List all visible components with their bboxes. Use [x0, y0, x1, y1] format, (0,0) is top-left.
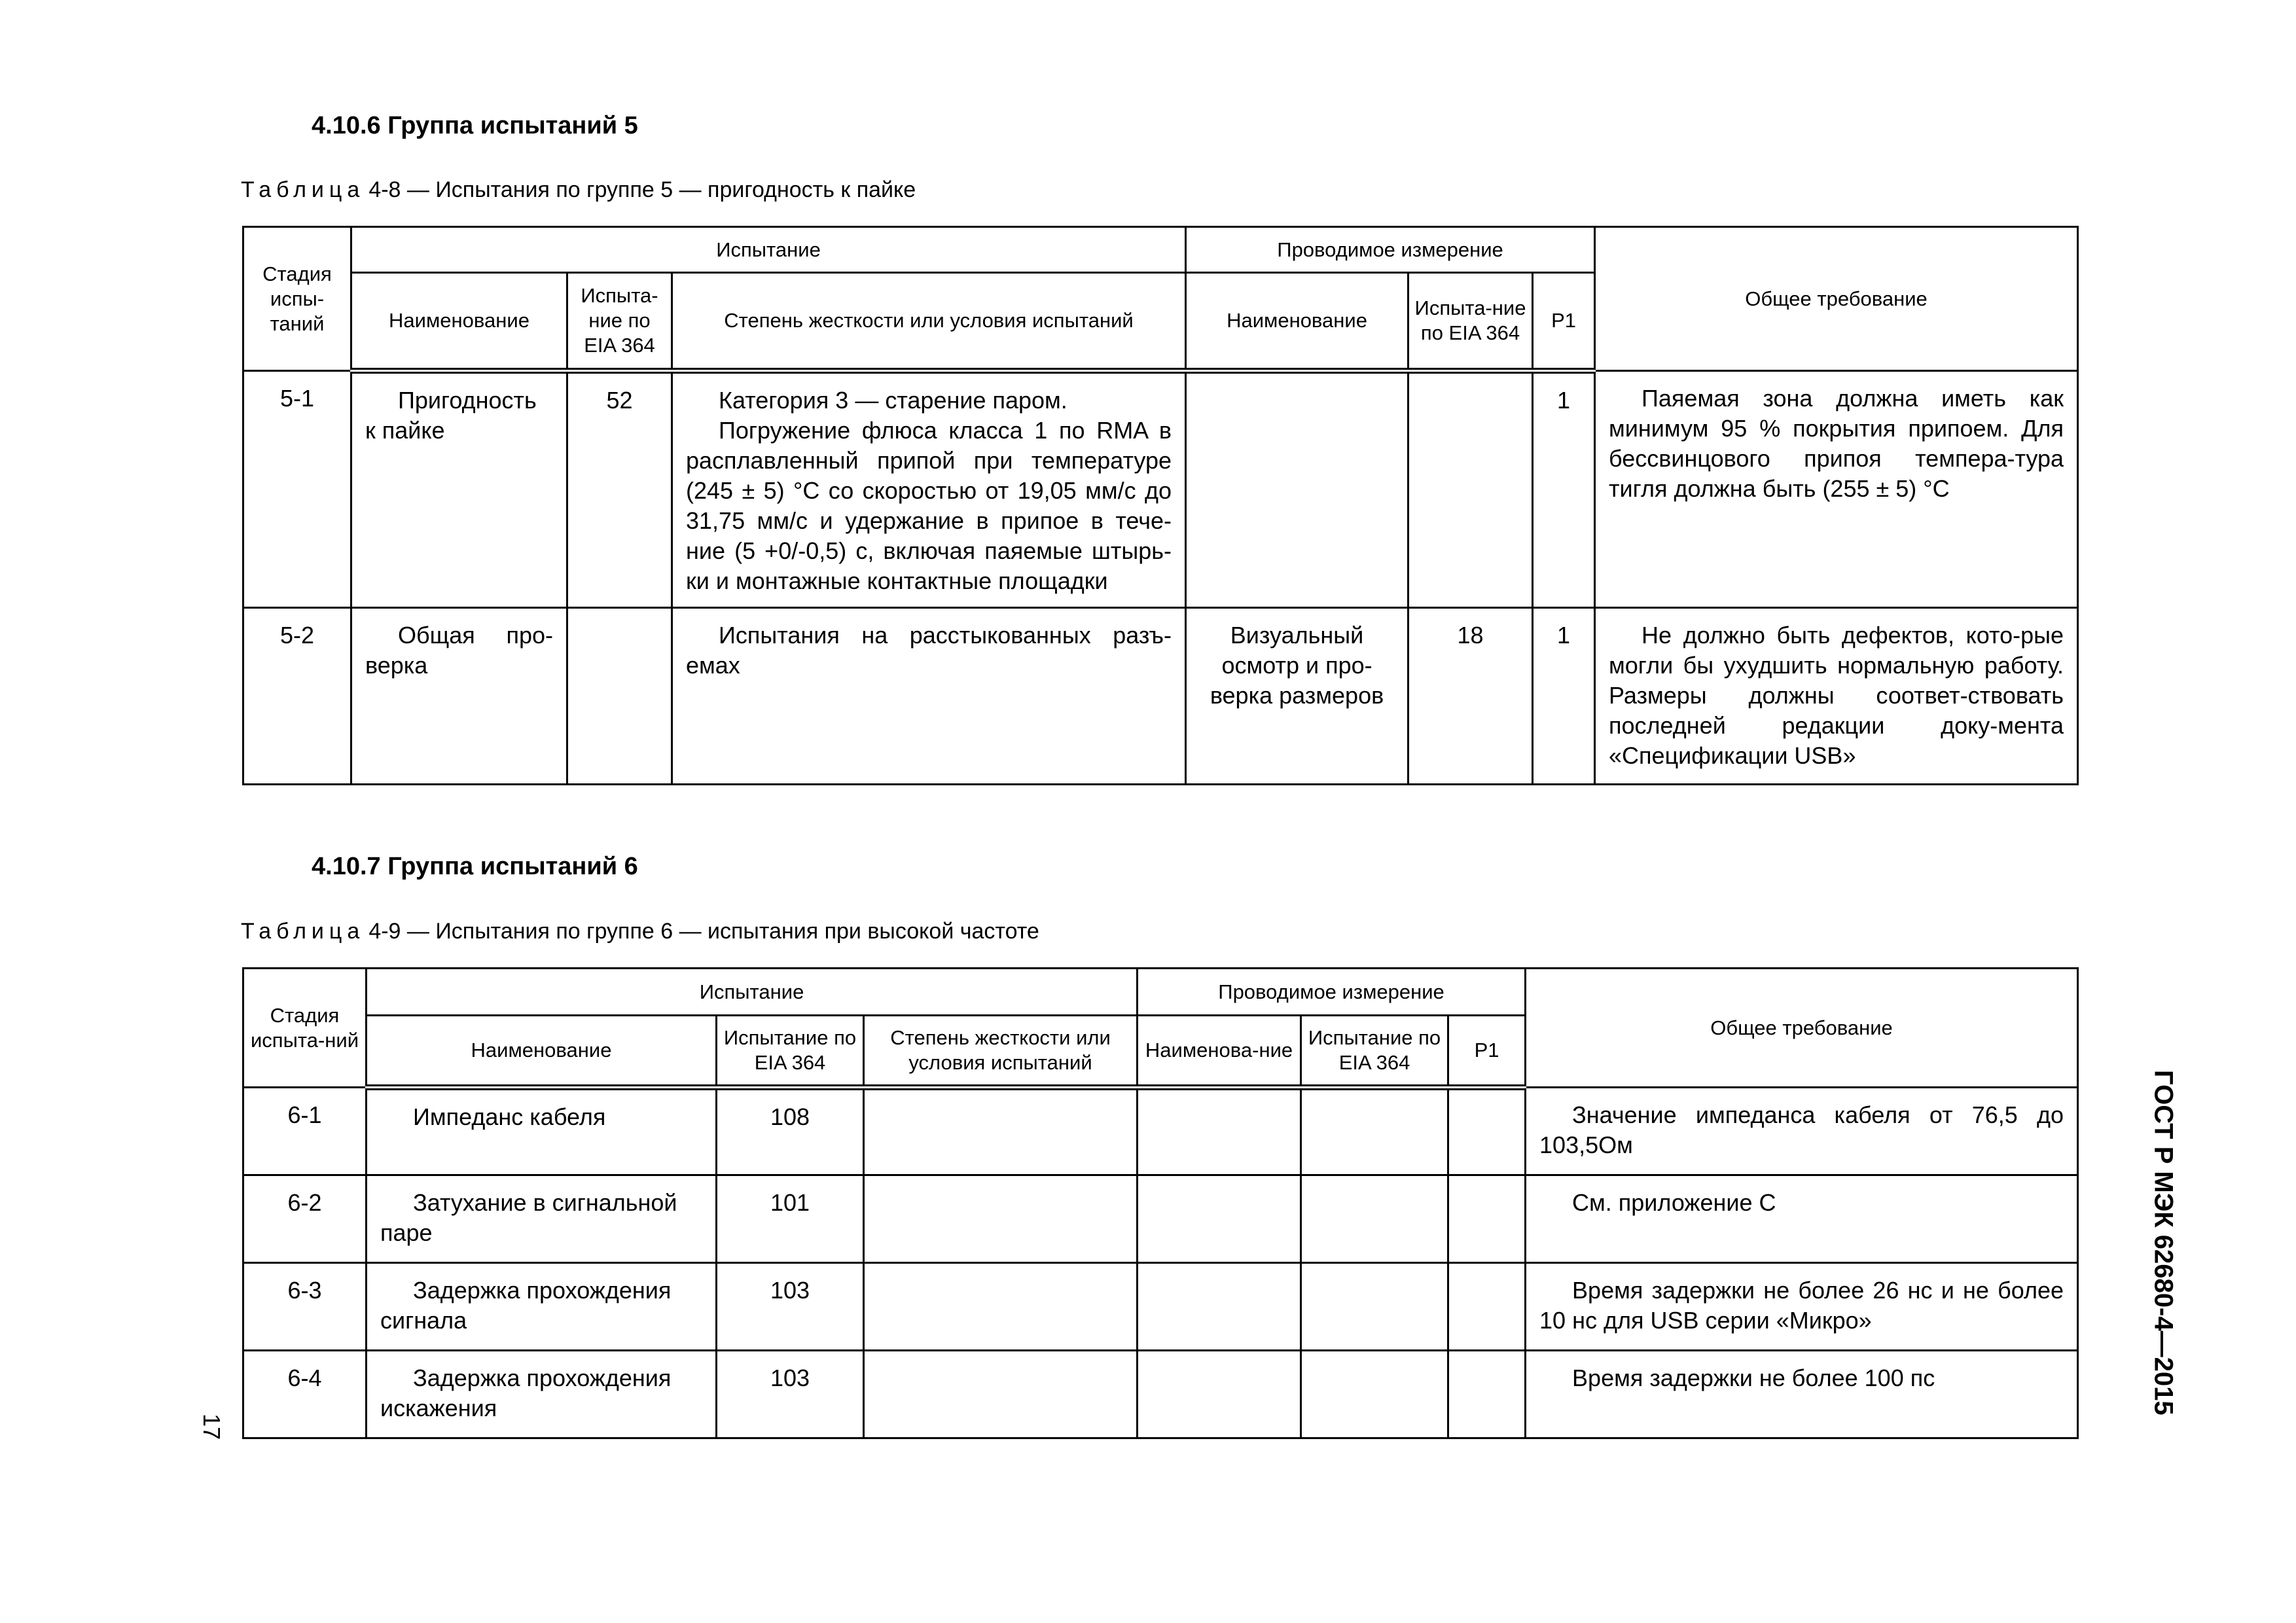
cell-p1 [1448, 1088, 1526, 1175]
cell-test-name: Общая про-верка [351, 608, 567, 785]
cell-test-eia: 101 [717, 1175, 864, 1263]
cell-p1 [1448, 1175, 1526, 1263]
cell-measure-name [1138, 1175, 1301, 1263]
header-stage: Стадия испы-таний [243, 227, 351, 371]
cell-measure-eia [1301, 1263, 1448, 1351]
cell-measure-eia [1301, 1175, 1448, 1263]
cell-requirement: Значение импеданса кабеля от 76,5 до 103,5Ом [1526, 1088, 2078, 1175]
cell-p1: 1 [1533, 608, 1595, 785]
cell-stage: 5-2 [243, 608, 351, 785]
cell-requirement: См. приложение С [1526, 1175, 2078, 1263]
table-row [243, 1263, 2078, 1351]
cell-severity [672, 371, 1186, 608]
header-test-group: Испытание [351, 227, 1186, 273]
section-heading-4-10-6: 4.10.6 Группа испытаний 5 [312, 112, 638, 139]
header-measure-name: Наименова-ние [1138, 1016, 1301, 1088]
cell-measure-name: Визуальный осмотр и про-верка размеров [1186, 608, 1408, 785]
header-test-name: Наименование [367, 1016, 717, 1088]
cell-measure-eia [1408, 371, 1533, 608]
header-test-severity: Степень жесткости или условия испытаний [672, 273, 1186, 371]
cell-stage: 6-1 [243, 1088, 367, 1175]
cell-test-eia [567, 608, 672, 785]
cell-severity [672, 608, 1186, 785]
header-test-eia: Испыта-ние по EIA 364 [567, 273, 672, 371]
header-general-requirement: Общее требование [1595, 227, 2078, 371]
table-row [243, 1175, 2078, 1263]
cell-test-name: Импеданс кабеля [367, 1088, 717, 1175]
cell-p1: 1 [1533, 371, 1595, 608]
cell-measure-name [1138, 1351, 1301, 1438]
header-measure-name: Наименование [1186, 273, 1408, 371]
cell-stage: 6-4 [243, 1351, 367, 1438]
caption-label: Таблица [241, 177, 365, 202]
cell-measure-name [1138, 1263, 1301, 1351]
cell-stage: 6-2 [243, 1175, 367, 1263]
caption-text: 4-9 — Испытания по группе 6 — испытания при высокой частоте [368, 919, 1039, 944]
cell-stage: 5-1 [243, 371, 351, 608]
cell-requirement: Время задержки не более 100 пс [1526, 1351, 2078, 1438]
cell-test-name: Задержка прохождения сигнала [367, 1263, 717, 1351]
header-test-group: Испытание [367, 969, 1138, 1016]
header-measure-eia: Испытание по EIA 364 [1301, 1016, 1448, 1088]
cell-severity [864, 1351, 1138, 1438]
table-4-8 [242, 226, 2079, 785]
document-side-title: ГОСТ Р МЭК 62680-4—2015 [2149, 1070, 2178, 1416]
header-test-name: Наименование [351, 273, 567, 371]
header-measure-group: Проводимое измерение [1138, 969, 1526, 1016]
cell-severity [864, 1088, 1138, 1175]
cell-measure-eia: 18 [1408, 608, 1533, 785]
cell-p1 [1448, 1263, 1526, 1351]
cell-p1 [1448, 1351, 1526, 1438]
severity-line: Испытания на расстыкованных разъ-емах [686, 622, 1172, 679]
header-measure-p1: P1 [1533, 273, 1595, 371]
cell-measure-eia [1301, 1351, 1448, 1438]
cell-requirement: Не должно быть дефектов, кото-рые могли бы ухудшить нормальную работу. Размеры должны соответ-ствовать последней редакции доку-мента «Спецификации USB» [1595, 608, 2078, 785]
table-row [243, 1088, 2078, 1175]
cell-test-name: Пригодность к пайке [351, 371, 567, 608]
header-stage: Стадия испыта-ний [243, 969, 367, 1088]
cell-test-eia: 103 [717, 1263, 864, 1351]
header-test-eia: Испытание по EIA 364 [717, 1016, 864, 1088]
severity-line: Категория 3 — старение паром. [719, 387, 1067, 414]
section-heading-4-10-7: 4.10.7 Группа испытаний 6 [312, 853, 638, 880]
cell-severity [864, 1175, 1138, 1263]
cell-requirement: Время задержки не более 26 нс и не более 10 нс для USB серии «Микро» [1526, 1263, 2078, 1351]
header-measure-eia: Испыта-ние по EIA 364 [1408, 273, 1533, 371]
cell-requirement: Паяемая зона должна иметь как минимум 95 % покрытия припоем. Для бессвинцового припоя темпера-тура тигля должна быть (255 ± 5) °С [1595, 371, 2078, 608]
cell-measure-name [1138, 1088, 1301, 1175]
table-row [243, 371, 2078, 608]
table-caption-4-8 [241, 177, 916, 203]
cell-measure-name [1186, 371, 1408, 608]
cell-stage: 6-3 [243, 1263, 367, 1351]
cell-test-name: Задержка прохождения искажения [367, 1351, 717, 1438]
table-caption-4-9 [241, 918, 1039, 944]
cell-severity [864, 1263, 1138, 1351]
page-number: 17 [198, 1413, 225, 1440]
cell-measure-eia [1301, 1088, 1448, 1175]
header-general-requirement: Общее требование [1526, 969, 2078, 1088]
cell-test-eia: 108 [717, 1088, 864, 1175]
header-measure-p1: P1 [1448, 1016, 1526, 1088]
caption-text: 4-8 — Испытания по группе 5 — пригодность к пайке [368, 177, 916, 202]
cell-test-eia: 103 [717, 1351, 864, 1438]
caption-label: Таблица [241, 919, 365, 944]
cell-test-eia: 52 [567, 371, 672, 608]
severity-line: Погружение флюса класса 1 по RMA в расплавленный припой при температуре (245 ± 5) °С со скоростью от 19,05 мм/с до 31,75 мм/с и удержание в припое в тече-ние (5 +0/-0,5) с, включая паяемые штырь-ки и монтажные контактные площадки [686, 417, 1172, 594]
cell-test-name: Затухание в сигнальной паре [367, 1175, 717, 1263]
table-row [243, 608, 2078, 785]
table-4-9 [242, 967, 2079, 1439]
header-measure-group: Проводимое измерение [1186, 227, 1595, 273]
table-row [243, 1351, 2078, 1438]
header-test-severity: Степень жесткости или условия испытаний [864, 1016, 1138, 1088]
